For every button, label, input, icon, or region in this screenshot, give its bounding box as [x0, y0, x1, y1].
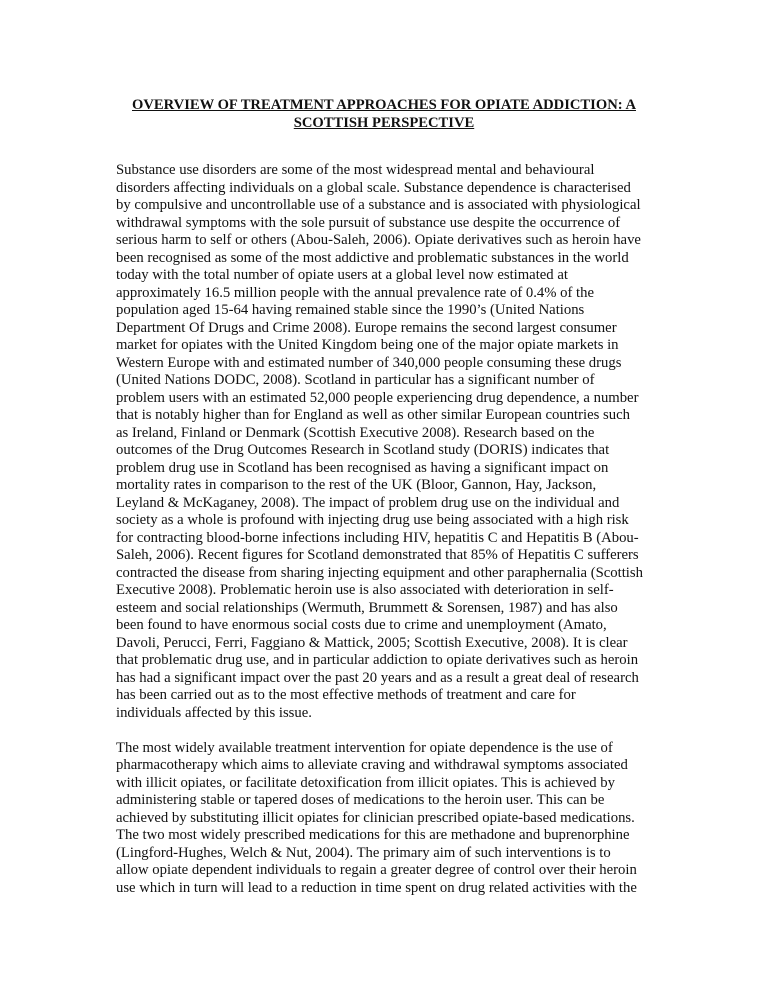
paragraph-line: today with the total number of opiate users at a global level now estimated at: [116, 267, 568, 283]
title-line-1: OVERVIEW OF TREATMENT APPROACHES FOR OPIATE ADDICTION: A: [132, 97, 636, 113]
paragraph-line: pharmacotherapy which aims to alleviate craving and withdrawal symptoms associated: [116, 757, 628, 773]
paragraph-line: Department Of Drugs and Crime 2008). Europe remains the second largest consumer: [116, 319, 617, 336]
paragraph-line: has been carried out as to the most effective methods of treatment and care for: [116, 687, 576, 703]
paragraph-line: by compulsive and uncontrollable use of a substance and is associated with physiological: [116, 197, 641, 213]
paragraph-line: The most widely available treatment intervention for opiate dependence is the use of: [116, 739, 613, 756]
paragraph-line: The two most widely prescribed medications for this are methadone and buprenorphine: [116, 827, 630, 843]
paragraph-line: Executive 2008). Problematic heroin use is also associated with deterioration in self-: [116, 582, 614, 598]
paragraph-line: that problematic drug use, and in particular addiction to opiate derivatives such as heroin: [116, 652, 639, 668]
paragraph-line: mortality rates in comparison to the rest of the UK (Bloor, Gannon, Hay, Jackson,: [116, 477, 597, 493]
document-title: [110, 96, 658, 132]
paragraph-line: that is notably higher than for England as well as other similar European countries such: [116, 407, 630, 423]
paragraph-line: outcomes of the Drug Outcomes Research in Scotland study (DORIS) indicates that: [116, 442, 610, 458]
paragraph-line: with illicit opiates, or facilitate detoxification from illicit opiates. This is achieved by: [116, 774, 615, 791]
paragraph-line: allow opiate dependent individuals to regain a greater degree of control over their heroin: [116, 862, 637, 878]
paragraph-line: (Lingford-Hughes, Welch & Nut, 2004). The primary aim of such interventions is to: [116, 844, 611, 861]
paragraph-line: problem drug use in Scotland has been recognised as having a significant impact on: [116, 459, 609, 476]
paragraph-line: as Ireland, Finland or Denmark (Scottish Executive 2008). Research based on the: [116, 424, 595, 441]
paragraph-line: has had a significant impact over the past 20 years and as a result a great deal of research: [116, 669, 639, 686]
paragraph-line: for contracting blood-borne infections including HIV, hepatitis C and Hepatitis B (Abou-: [116, 529, 639, 546]
paragraph-line: achieved by substituting illicit opiates for clinician prescribed opiate-based medications.: [116, 809, 635, 826]
paragraph-line: Davoli, Perucci, Ferri, Faggiano & Mattick, 2005; Scottish Executive, 2008). It is clear: [116, 634, 628, 651]
paragraph-line: approximately 16.5 million people with the annual prevalence rate of 0.4% of the: [116, 284, 595, 301]
paragraph-line: Leyland & McKaganey, 2008). The impact of problem drug use on the individual and: [116, 494, 620, 511]
paragraph-line: been recognised as some of the most addictive and problematic substances in the world: [116, 249, 629, 266]
paragraph-line: withdrawal symptoms with the sole pursuit of substance use despite the occurrence of: [116, 214, 621, 231]
paragraph-line: market for opiates with the United Kingdom being one of the major opiate markets in: [116, 337, 619, 353]
paragraph-line: Substance use disorders are some of the most widespread mental and behavioural: [116, 162, 595, 178]
paragraph-line: (United Nations DODC, 2008). Scotland in particular has a significant number of: [116, 372, 595, 388]
paragraph-line: been found to have enormous social costs due to crime and unemployment (Amato,: [116, 617, 607, 633]
paragraph-line: Western Europe with and estimated number of 340,000 people consuming these drugs: [116, 354, 622, 371]
paragraph-line: population aged 15-64 having remained stable since the 1990’s (United Nations: [116, 302, 585, 318]
paragraph-line: administering stable or tapered doses of medications to the heroin user. This can be: [116, 792, 605, 808]
paragraph-2: [116, 740, 656, 898]
paragraph-line: use which in turn will lead to a reduction in time spent on drug related activities with the: [116, 879, 637, 896]
paragraph-1: [116, 162, 656, 722]
paragraph-line: problem users with an estimated 52,000 people experiencing drug dependence, a number: [116, 389, 639, 406]
title-line-2: SCOTTISH PERSPECTIVE: [293, 115, 475, 131]
paragraph-line: society as a whole is profound with injecting drug use being associated with a high risk: [116, 512, 629, 528]
paragraph-line: Saleh, 2006). Recent figures for Scotland demonstrated that 85% of Hepatitis C sufferers: [116, 547, 639, 563]
paragraph-line: individuals affected by this issue.: [116, 704, 312, 721]
paragraph-line: contracted the disease from sharing injecting equipment and other paraphernalia (Scottish: [116, 564, 643, 581]
document-body: [116, 162, 656, 915]
paragraph-line: serious harm to self or others (Abou-Saleh, 2006). Opiate derivatives such as heroin have: [116, 232, 641, 248]
paragraph-line: disorders affecting individuals on a global scale. Substance dependence is characterised: [116, 179, 631, 196]
paragraph-line: esteem and social relationships (Wermuth, Brummett & Sorensen, 1987) and has also: [116, 599, 618, 616]
